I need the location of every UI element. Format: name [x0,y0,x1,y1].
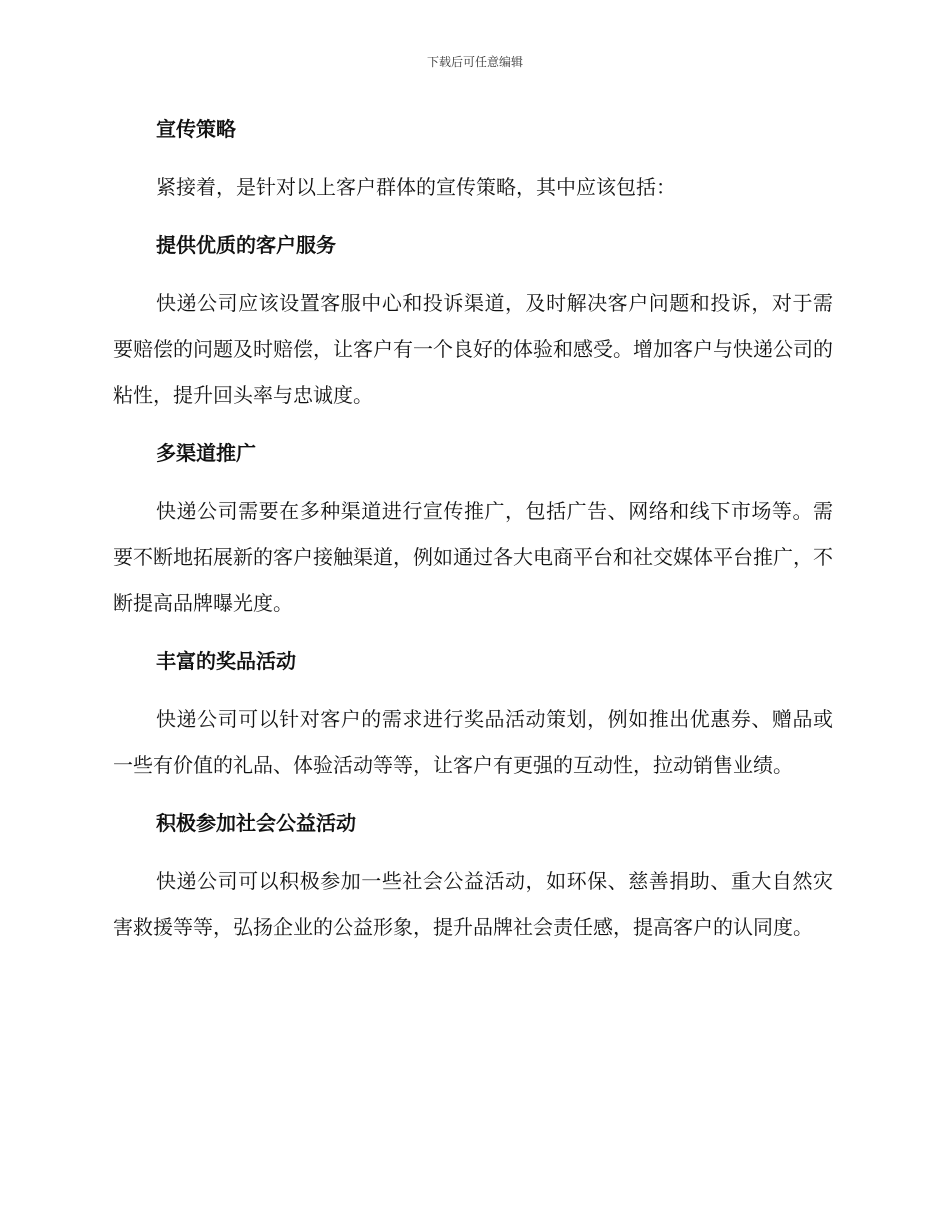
section-heading-prize-activities: 丰富的奖品活动 [156,649,296,673]
paragraph-multichannel: 快递公司需要在多种渠道进行宣传推广，包括广告、网络和线下市场等。需要不断地拓展新的客户接触渠道，例如通过各大电商平台和社交媒体平台推广，不断提高品牌曝光度。 [113,499,833,615]
section-heading-public-welfare: 积极参加社会公益活动 [156,811,356,835]
section-heading-publicity-strategy: 宣传策略 [156,117,236,141]
document-body [113,106,833,962]
paragraph-customer-service: 快递公司应该设置客服中心和投诉渠道，及时解决客户问题和投诉，对于需要赔偿的问题及时赔偿，让客户有一个良好的体验和感受。增加客户与快递公司的粘性，提升回头率与忠诚度。 [113,291,833,407]
paragraph-intro: 紧接着，是针对以上客户群体的宣传策略，其中应该包括： [156,175,676,199]
section-heading-customer-service: 提供优质的客户服务 [156,233,336,257]
paragraph-public-welfare: 快递公司可以积极参加一些社会公益活动，如环保、慈善捐助、重大自然灾害救援等等，弘扬企业的公益形象，提升品牌社会责任感，提高客户的认同度。 [113,869,833,939]
paragraph-prize-activities: 快递公司可以针对客户的需求进行奖品活动策划，例如推出优惠券、赠品或一些有价值的礼品、体验活动等等，让客户有更强的互动性，拉动销售业绩。 [113,707,833,777]
header-note: 下载后可任意编辑 [426,55,523,69]
section-heading-multichannel: 多渠道推广 [156,441,256,465]
